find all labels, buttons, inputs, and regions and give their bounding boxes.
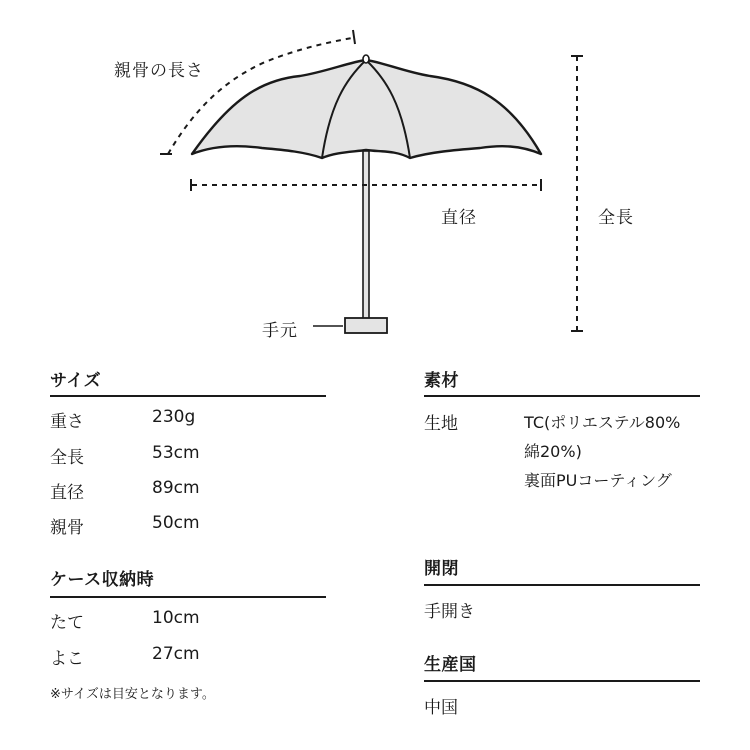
case-section-title: ケース収納時: [50, 570, 155, 590]
spec-key-diameter: 直径: [50, 483, 84, 503]
diameter-label: 直径: [441, 208, 477, 228]
rib-length-label: 親骨の長さ: [114, 61, 204, 81]
spec-key-weight: 重さ: [50, 412, 84, 432]
origin-section-title: 生産国: [424, 655, 477, 675]
rib-length-end-tick: [353, 30, 355, 44]
size-section-title: サイズ: [50, 371, 102, 391]
material-line-1: TC(ポリエステル80%: [524, 413, 681, 432]
spec-value-total-length: 53cm: [152, 443, 200, 463]
case-section-rule: [50, 596, 326, 598]
material-section-title: 素材: [424, 371, 459, 391]
material-section-rule: [424, 395, 700, 397]
case-key-height: たて: [50, 613, 84, 633]
spec-key-total-length: 全長: [50, 448, 84, 468]
umbrella-tip: [363, 55, 369, 63]
handle-label: 手元: [262, 321, 298, 341]
umbrella-handle: [345, 318, 387, 333]
material-line-3: 裏面PUコーティング: [524, 471, 672, 490]
umbrella-diagram: [0, 0, 750, 350]
origin-section-rule: [424, 680, 700, 682]
spec-value-rib: 50cm: [152, 513, 200, 533]
case-value-height: 10cm: [152, 608, 200, 628]
material-line-2: 綿20%): [524, 442, 582, 461]
size-note: ※サイズは目安となります。: [50, 687, 215, 702]
opening-section-title: 開閉: [424, 559, 459, 579]
origin-value: 中国: [424, 698, 458, 718]
spec-value-diameter: 89cm: [152, 478, 200, 498]
material-key-fabric: 生地: [424, 414, 458, 434]
case-key-width: よこ: [50, 649, 84, 669]
case-value-width: 27cm: [152, 644, 200, 664]
spec-value-weight: 230g: [152, 407, 196, 427]
umbrella-shaft: [363, 151, 369, 319]
opening-section-rule: [424, 584, 700, 586]
size-section-rule: [50, 395, 326, 397]
spec-key-rib: 親骨: [50, 518, 84, 538]
opening-value: 手開き: [424, 602, 475, 622]
umbrella-canopy: [192, 60, 541, 158]
total-length-label: 全長: [598, 208, 634, 228]
